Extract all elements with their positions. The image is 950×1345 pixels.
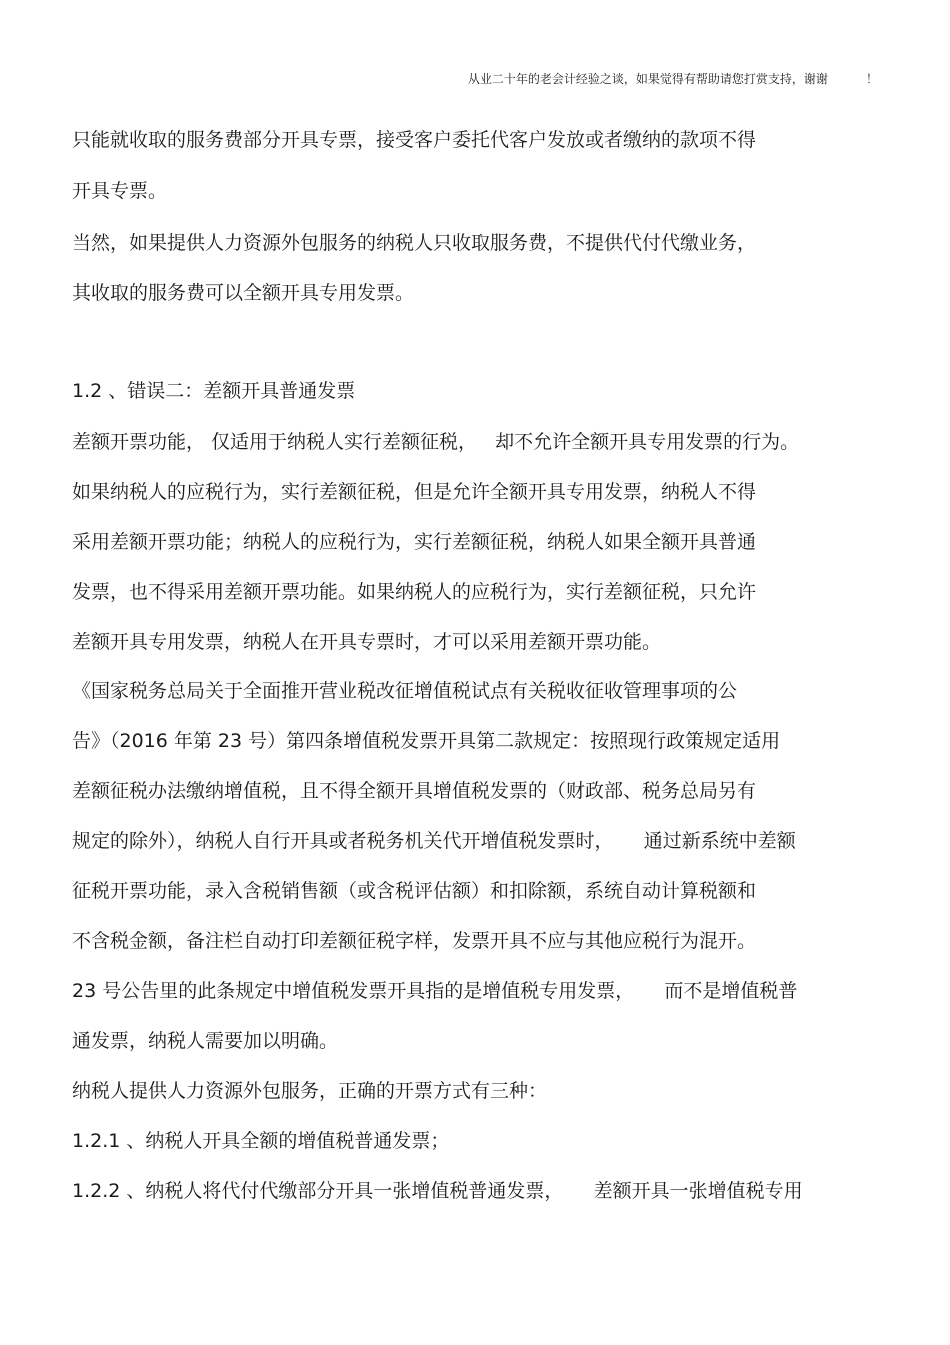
text-line: 其收取的服务费可以全额开具专用发票。 [72,282,415,304]
text-line: 23 号公告里的此条规定中增值税发票开具指的是增值税专用发票， 而不是增值税普 [72,980,798,1002]
text-line: 如果纳税人的应税行为，实行差额征税，但是允许全额开具专用发票，纳税人不得 [72,481,757,503]
text-line: 不含税金额，备注栏自动打印差额征税字样，发票开具不应与其他应税行为混开。 [72,930,757,952]
text-line: 开具专票。 [72,180,168,202]
header-note: 从业二十年的老会计经验之谈，如果觉得有帮助请您打赏支持，谢谢 ！ [467,72,878,86]
text-line: 采用差额开票功能；纳税人的应税行为，实行差额征税，纳税人如果全额开具普通 [72,531,757,553]
section-heading: 1.2 、错误二：差额开具普通发票 [72,380,356,402]
text-line: 差额开票功能， 仅适用于纳税人实行差额征税， 却不允许全额开具专用发票的行为。 [72,431,800,453]
text-line: 通发票，纳税人需要加以明确。 [72,1030,339,1052]
text-line: 当然，如果提供人力资源外包服务的纳税人只收取服务费，不提供代付代缴业务， [72,232,757,254]
text-line: 只能就收取的服务费部分开具专票，接受客户委托代客户发放或者缴纳的款项不得 [72,129,757,151]
list-item: 1.2.1 、纳税人开具全额的增值税普通发票； [72,1130,450,1152]
text-line: 差额开具专用发票，纳税人在开具专票时，才可以采用差额开票功能。 [72,631,662,653]
text-line: 规定的除外），纳税人自行开具或者税务机关代开增值税发票时， 通过新系统中差额 [72,830,796,852]
text-line: 征税开票功能，录入含税销售额（或含税评估额）和扣除额，系统自动计算税额和 [72,880,757,902]
text-line: 发票，也不得采用差额开票功能。如果纳税人的应税行为，实行差额征税，只允许 [72,581,757,603]
text-line: 纳税人提供人力资源外包服务，正确的开票方式有三种： [72,1080,548,1102]
text-line: 《国家税务总局关于全面推开营业税改征增值税试点有关税收征收管理事项的公 [72,680,738,702]
text-line: 差额征税办法缴纳增值税，且不得全额开具增值税发票的（财政部、税务总局另有 [72,780,757,802]
text-line: 告》（2016 年第 23 号）第四条增值税发票开具第二款规定：按照现行政策规定适用 [72,730,781,752]
list-item: 1.2.2 、纳税人将代付代缴部分开具一张增值税普通发票， 差额开具一张增值税专用 [72,1180,803,1202]
